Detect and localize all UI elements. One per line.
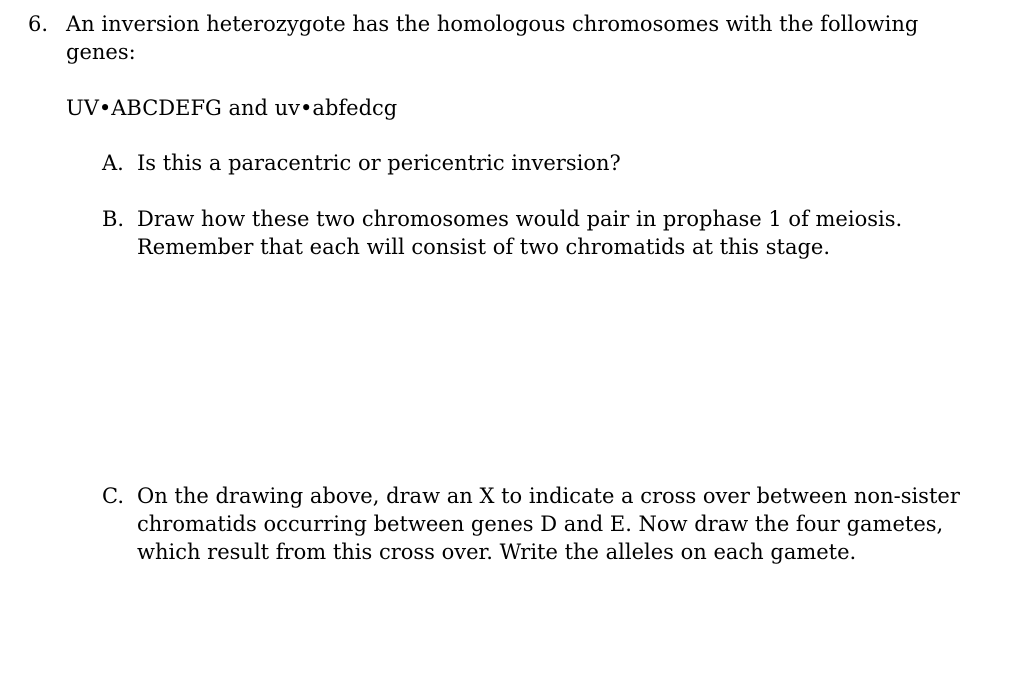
part-a-letter: A.	[102, 151, 124, 175]
part-a-text	[137, 149, 997, 177]
gene-sequences: UV•ABCDEFG and uv•abfedcg	[66, 96, 398, 120]
part-b-text	[137, 205, 997, 261]
question-stem	[66, 10, 966, 66]
part-b-letter: B.	[102, 207, 125, 231]
question-stem-line: genes:	[66, 40, 136, 64]
part-c-text	[137, 482, 997, 566]
part-c-line: chromatids occurring between genes D and E. Now draw the four gametes,	[137, 512, 944, 536]
question-stem-line: An inversion heterozygote has the homologous chromosomes with the following	[66, 12, 919, 36]
part-c-letter: C.	[102, 484, 124, 508]
part-b-line: Remember that each will consist of two chromatids at this stage.	[137, 235, 831, 259]
part-a-line: Is this a paracentric or pericentric inversion?	[137, 151, 621, 175]
part-b-line: Draw how these two chromosomes would pair in prophase 1 of meiosis.	[137, 207, 903, 231]
question-number: 6.	[28, 12, 49, 36]
part-c-line: which result from this cross over. Write the alleles on each gamete.	[137, 540, 857, 564]
part-c-line: On the drawing above, draw an X to indicate a cross over between non-sister	[137, 484, 960, 508]
